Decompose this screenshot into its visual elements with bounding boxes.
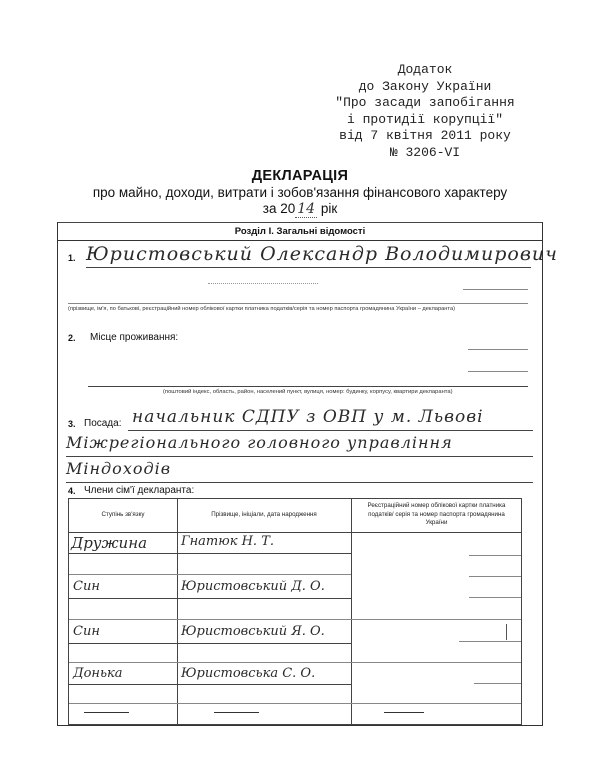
dash-line — [468, 349, 528, 350]
item2-caption: (поштовий індекс, область, район, населений пункт, вулиця, номер: будинку, корпусу, квартири декларанта) — [163, 389, 453, 395]
dash-line — [469, 555, 521, 556]
empty-dash — [84, 712, 129, 713]
caption-line — [68, 303, 528, 304]
family-members-table — [68, 498, 522, 725]
row-underline — [69, 643, 351, 644]
dash-line — [463, 289, 528, 290]
appendix-line: "Про засади запобігання — [335, 95, 515, 110]
name-cell[interactable]: Юристовський Д. О. — [181, 579, 325, 594]
appendix-line: до Закону України — [358, 78, 492, 94]
empty-dash — [214, 712, 259, 713]
column-header-id: Реєстраційний номер облікової картки платника податків/ серія та номер паспорта громадянина України — [367, 502, 506, 526]
row-divider — [69, 703, 521, 704]
relation-cell[interactable]: Дружина — [71, 534, 148, 552]
relation-cell[interactable]: Донька — [73, 666, 123, 681]
name-cell[interactable]: Юристовський Я. О. — [181, 624, 325, 639]
dash-line — [469, 576, 521, 577]
empty-dash — [384, 712, 424, 713]
name-underline — [86, 267, 531, 268]
row-underline — [69, 553, 351, 554]
item4-number: 4. — [68, 486, 76, 496]
position-line-3[interactable]: Міндоходів — [66, 459, 172, 478]
column-header-relation: Ступінь зв'язку — [101, 511, 145, 518]
position-underline-3 — [66, 482, 533, 483]
appendix-line: № 3206-VI — [389, 144, 461, 160]
section-frame — [57, 222, 558, 726]
name-cell[interactable]: Юристовська С. О. — [181, 666, 316, 681]
position-label: Посада: — [84, 418, 122, 429]
dash-line — [469, 597, 521, 598]
position-underline-1 — [128, 430, 533, 431]
document-title: ДЕКЛАРАЦІЯ — [251, 168, 349, 184]
section-title: Розділ І. Загальні відомості — [58, 223, 542, 241]
position-line-1[interactable]: начальник СДПУ з ОВП у м. Львові — [132, 407, 484, 427]
item2-number: 2. — [68, 333, 76, 343]
item1-caption: (прізвище, ім'я, по батькові, реєстраційний номер облікової картки платника податків/серія та номер паспорта громадянина України – декларанта) — [68, 306, 456, 312]
item1-number: 1. — [68, 253, 76, 263]
dotted-line — [208, 283, 318, 284]
row-divider — [69, 619, 521, 620]
name-cell[interactable]: Гнатюк Н. Т. — [181, 534, 274, 549]
row-underline — [69, 684, 351, 685]
year-suffix: рік — [320, 201, 338, 216]
position-underline-2 — [66, 456, 533, 457]
residence-label: Місце проживання: — [90, 332, 179, 343]
declaration-title-block — [60, 168, 540, 217]
appendix-line: і протидії корупції" — [346, 111, 504, 127]
dash-line — [474, 683, 521, 684]
position-line-2[interactable]: Міжрегіонального головного управління — [66, 433, 453, 452]
row-divider — [69, 662, 521, 663]
year-prefix: за 20 — [262, 201, 296, 216]
row-underline — [69, 598, 351, 599]
item3-number: 3. — [68, 419, 76, 429]
dash-line — [459, 641, 521, 642]
relation-cell[interactable]: Син — [73, 579, 100, 594]
residence-field[interactable] — [88, 386, 528, 387]
relation-cell[interactable]: Син — [73, 624, 100, 639]
appendix-line: від 7 квітня 2011 року — [339, 128, 511, 143]
column-header-name: Прізвище, ініціали, дата народження — [211, 511, 317, 518]
tick-mark — [506, 624, 507, 640]
appendix-line: Додаток — [397, 62, 453, 77]
declarant-name-field[interactable]: Юристовський Олександр Володимирович — [86, 243, 558, 265]
dash-line — [468, 371, 528, 372]
family-label: Члени сім'ї декларанта: — [84, 485, 195, 496]
row-divider — [69, 574, 351, 575]
appendix-reference — [300, 62, 550, 161]
document-subtitle: про майно, доходи, витрати і зобов'язання фінансового характеру — [92, 185, 508, 200]
header-divider — [69, 532, 521, 533]
year-line — [60, 201, 540, 217]
year-handwritten: 14 — [297, 201, 316, 217]
